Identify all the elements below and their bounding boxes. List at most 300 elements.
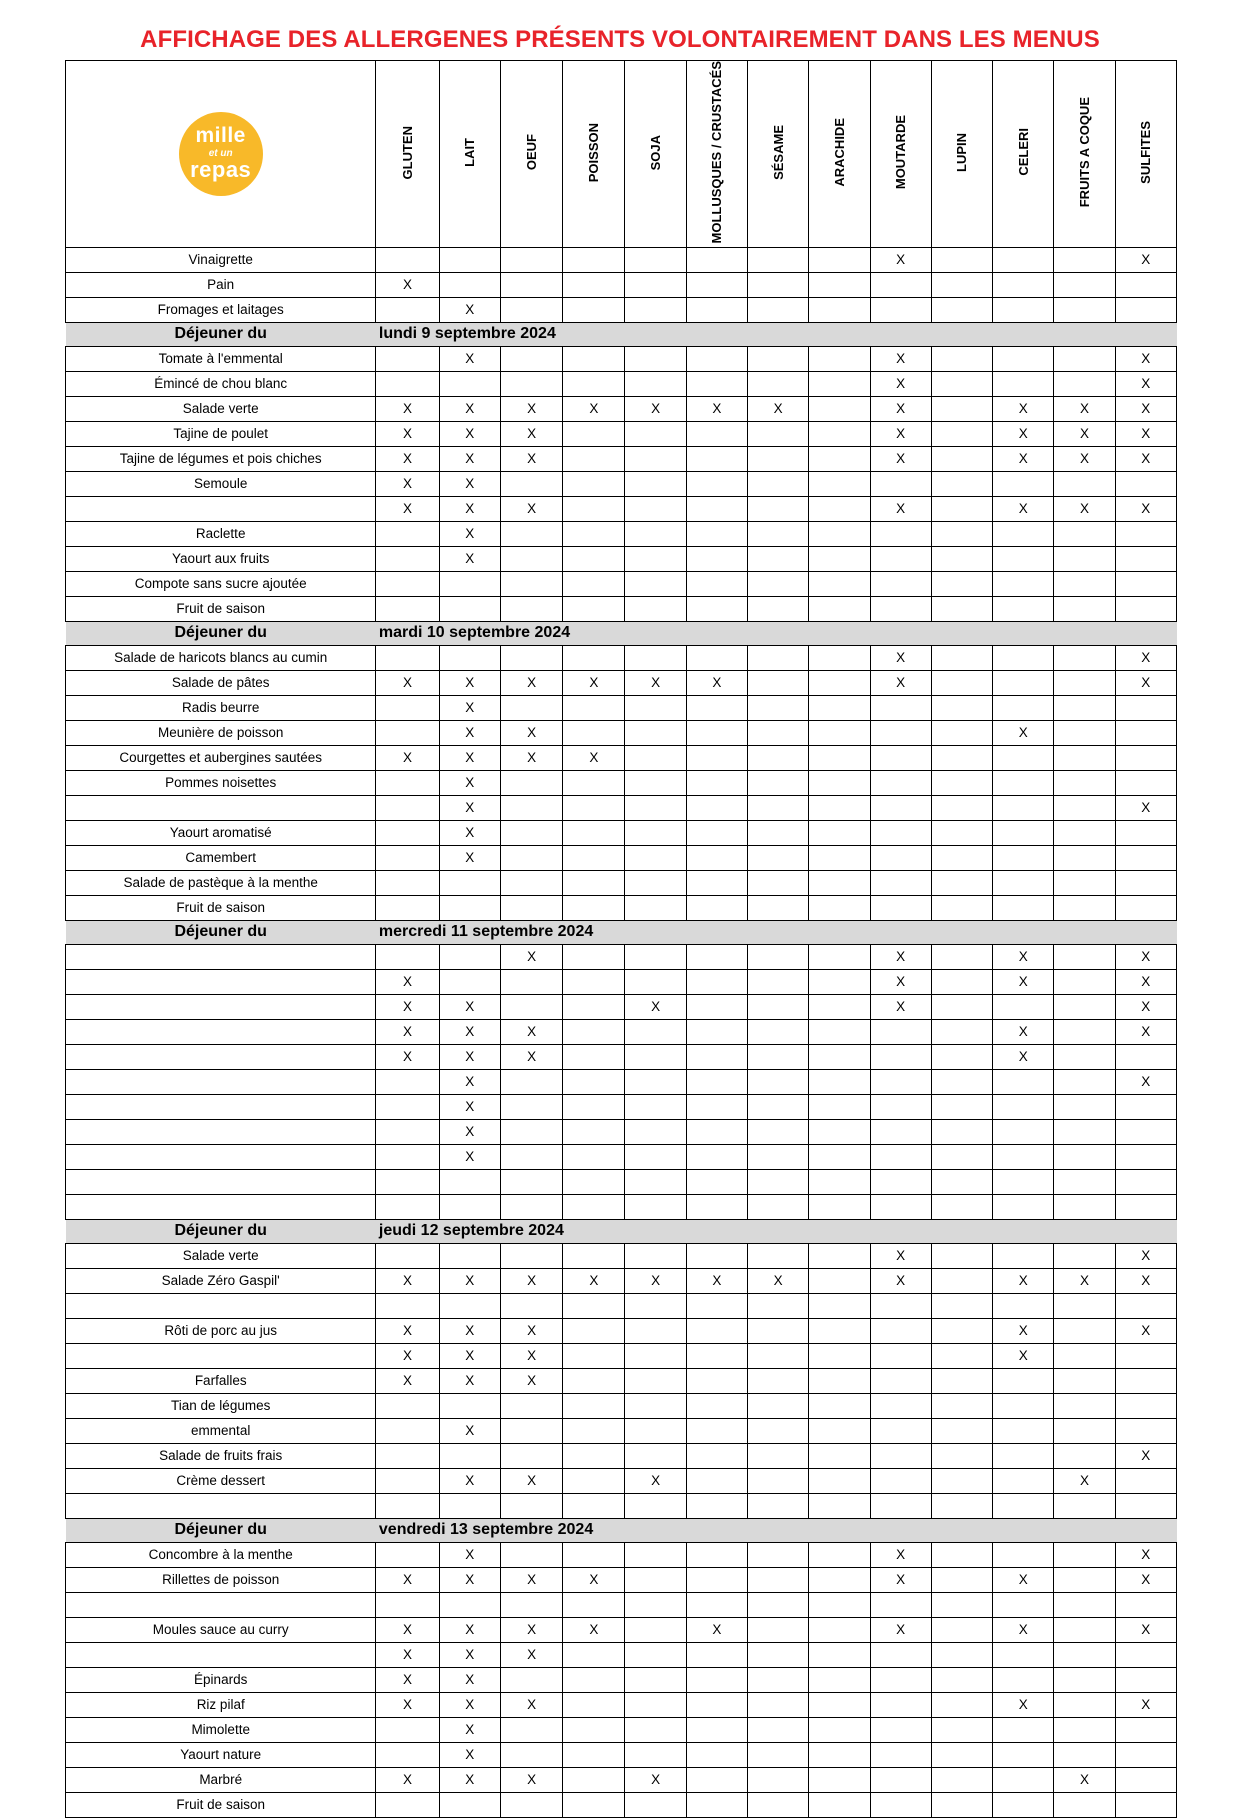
allergen-mark	[993, 820, 1054, 845]
allergen-mark	[1054, 1742, 1115, 1767]
allergen-label: GLUTEN	[400, 125, 416, 179]
allergen-mark	[1054, 1393, 1115, 1418]
allergen-mark	[809, 1318, 870, 1343]
allergen-mark	[500, 1069, 562, 1094]
allergen-mark: X	[1115, 396, 1176, 421]
allergen-mark	[931, 1567, 992, 1592]
allergen-mark	[748, 670, 809, 695]
allergen-mark: X	[993, 1044, 1054, 1069]
allergen-mark	[1115, 1293, 1176, 1318]
allergen-mark	[563, 1717, 625, 1742]
allergen-mark	[809, 870, 870, 895]
allergen-mark	[563, 1592, 625, 1617]
table-row	[66, 670, 1177, 695]
allergen-mark: X	[376, 1617, 439, 1642]
dish-name: Tajine de légumes et pois chiches	[66, 446, 376, 471]
allergen-mark: X	[1115, 994, 1176, 1019]
allergen-mark	[809, 1767, 870, 1792]
allergen-mark	[563, 944, 625, 969]
allergen-mark: X	[439, 845, 500, 870]
allergen-mark	[500, 272, 562, 297]
allergen-mark	[686, 1169, 747, 1194]
allergen-mark	[1054, 1094, 1115, 1119]
allergen-mark	[686, 1144, 747, 1169]
allergen-mark	[931, 396, 992, 421]
allergen-header	[563, 61, 625, 248]
allergen-mark	[748, 994, 809, 1019]
allergen-mark	[931, 1094, 992, 1119]
allergen-mark	[686, 1692, 747, 1717]
allergen-mark	[376, 1717, 439, 1742]
allergen-mark	[1054, 720, 1115, 745]
allergen-mark	[1054, 1617, 1115, 1642]
allergen-mark: X	[439, 346, 500, 371]
allergen-mark	[870, 272, 931, 297]
allergen-mark	[376, 346, 439, 371]
allergen-mark: X	[748, 396, 809, 421]
allergen-mark: X	[376, 994, 439, 1019]
allergen-mark: X	[376, 496, 439, 521]
allergen-mark	[748, 1393, 809, 1418]
allergen-mark	[1115, 770, 1176, 795]
allergen-mark	[686, 1468, 747, 1493]
allergen-mark	[870, 1692, 931, 1717]
allergen-mark	[500, 1443, 562, 1468]
allergen-mark	[686, 695, 747, 720]
allergen-mark	[993, 272, 1054, 297]
allergen-mark	[376, 1094, 439, 1119]
allergen-mark	[1115, 1144, 1176, 1169]
allergen-mark	[686, 1418, 747, 1443]
allergen-mark	[376, 1243, 439, 1268]
allergen-mark	[500, 820, 562, 845]
allergen-mark	[686, 371, 747, 396]
allergen-mark	[500, 1418, 562, 1443]
allergen-mark: X	[439, 1667, 500, 1692]
allergen-mark	[809, 1069, 870, 1094]
allergen-mark	[748, 1119, 809, 1144]
allergen-mark	[993, 695, 1054, 720]
allergen-mark	[809, 496, 870, 521]
allergen-mark	[931, 1792, 992, 1817]
allergen-mark	[870, 1019, 931, 1044]
allergen-mark	[809, 670, 870, 695]
allergen-mark	[870, 1418, 931, 1443]
allergen-mark	[748, 1343, 809, 1368]
allergen-mark	[563, 1692, 625, 1717]
allergen-mark	[563, 297, 625, 322]
allergen-mark: X	[993, 969, 1054, 994]
allergen-mark	[500, 1542, 562, 1567]
allergen-header	[1115, 61, 1176, 248]
dish-name	[66, 1069, 376, 1094]
table-row	[66, 421, 1177, 446]
allergen-mark	[625, 1393, 686, 1418]
allergen-mark: X	[748, 1268, 809, 1293]
allergen-mark: X	[1115, 1617, 1176, 1642]
allergen-mark	[809, 471, 870, 496]
allergen-mark	[686, 1019, 747, 1044]
allergen-mark	[1115, 272, 1176, 297]
allergen-mark	[563, 1393, 625, 1418]
allergen-mark	[1115, 596, 1176, 621]
dish-name	[66, 1044, 376, 1069]
day-date: mardi 10 septembre 2024	[376, 621, 1177, 645]
allergen-mark	[993, 845, 1054, 870]
allergen-mark: X	[439, 1368, 500, 1393]
allergen-label: MOUTARDE	[893, 115, 909, 190]
dish-name: Camembert	[66, 845, 376, 870]
allergen-mark: X	[686, 396, 747, 421]
dish-name: Meunière de poisson	[66, 720, 376, 745]
allergen-header	[809, 61, 870, 248]
allergen-mark	[870, 471, 931, 496]
allergen-mark	[809, 1642, 870, 1667]
allergen-mark	[563, 1792, 625, 1817]
allergen-mark: X	[439, 1542, 500, 1567]
dish-name: Marbré	[66, 1767, 376, 1792]
allergen-mark: X	[993, 396, 1054, 421]
allergen-mark	[1115, 546, 1176, 571]
allergen-mark: X	[1115, 1692, 1176, 1717]
allergen-mark	[376, 297, 439, 322]
allergen-mark	[376, 571, 439, 596]
table-row	[66, 1418, 1177, 1443]
day-header-row	[66, 621, 1177, 645]
allergen-mark	[809, 695, 870, 720]
allergen-mark	[870, 1144, 931, 1169]
allergen-mark	[993, 895, 1054, 920]
allergen-mark	[809, 297, 870, 322]
allergen-mark	[1054, 944, 1115, 969]
allergen-mark	[993, 1393, 1054, 1418]
dish-name	[66, 795, 376, 820]
logo-cell	[66, 61, 376, 248]
allergen-mark: X	[439, 1742, 500, 1767]
allergen-mark	[931, 1418, 992, 1443]
allergen-mark: X	[439, 421, 500, 446]
allergen-mark: X	[625, 1468, 686, 1493]
allergen-mark	[686, 1667, 747, 1692]
table-row	[66, 496, 1177, 521]
allergen-mark	[625, 695, 686, 720]
allergen-mark	[376, 795, 439, 820]
allergen-mark	[686, 1343, 747, 1368]
allergen-mark	[1054, 1368, 1115, 1393]
allergen-mark	[563, 1044, 625, 1069]
day-label: Déjeuner du	[66, 322, 376, 346]
allergen-mark	[1054, 820, 1115, 845]
allergen-mark	[748, 1169, 809, 1194]
allergen-mark	[870, 1468, 931, 1493]
allergen-mark	[1054, 895, 1115, 920]
allergen-mark	[686, 969, 747, 994]
day-date: vendredi 13 septembre 2024	[376, 1518, 1177, 1542]
allergen-mark	[686, 1792, 747, 1817]
allergen-header	[500, 61, 562, 248]
allergen-mark	[625, 496, 686, 521]
dish-name	[66, 1019, 376, 1044]
allergen-mark	[500, 969, 562, 994]
allergen-mark: X	[439, 1044, 500, 1069]
allergen-mark	[931, 421, 992, 446]
allergen-mark	[439, 371, 500, 396]
allergen-mark	[625, 471, 686, 496]
allergen-mark: X	[376, 421, 439, 446]
allergen-mark	[748, 1667, 809, 1692]
allergen-mark	[625, 895, 686, 920]
allergen-mark: X	[1115, 1567, 1176, 1592]
dish-name: Rillettes de poisson	[66, 1567, 376, 1592]
allergen-header	[870, 61, 931, 248]
dish-name: Yaourt nature	[66, 1742, 376, 1767]
allergen-mark	[870, 820, 931, 845]
allergen-mark	[625, 1194, 686, 1219]
allergen-mark: X	[439, 770, 500, 795]
allergen-mark: X	[870, 944, 931, 969]
allergen-mark	[870, 895, 931, 920]
header-row	[66, 61, 1177, 248]
allergen-label: SOJA	[648, 134, 664, 170]
table-row	[66, 745, 1177, 770]
allergen-mark	[931, 1268, 992, 1293]
table-row	[66, 870, 1177, 895]
allergen-mark	[1054, 1119, 1115, 1144]
allergen-mark	[1115, 1094, 1176, 1119]
allergen-mark	[748, 471, 809, 496]
allergen-mark	[563, 1742, 625, 1767]
allergen-mark	[376, 1792, 439, 1817]
table-row	[66, 1767, 1177, 1792]
allergen-mark	[931, 1742, 992, 1767]
allergen-mark	[809, 421, 870, 446]
table-row	[66, 1393, 1177, 1418]
allergen-mark	[931, 1493, 992, 1518]
allergen-mark	[686, 1393, 747, 1418]
allergen-mark	[563, 1767, 625, 1792]
allergen-mark	[931, 1667, 992, 1692]
allergen-mark	[931, 770, 992, 795]
allergen-mark	[1054, 1343, 1115, 1368]
allergen-mark: X	[1115, 645, 1176, 670]
allergen-mark	[1115, 1493, 1176, 1518]
allergen-mark	[931, 521, 992, 546]
allergen-mark	[439, 272, 500, 297]
allergen-mark	[686, 1094, 747, 1119]
allergen-mark: X	[1115, 1318, 1176, 1343]
allergen-mark	[993, 1418, 1054, 1443]
allergen-mark	[748, 645, 809, 670]
allergen-mark: X	[686, 670, 747, 695]
allergen-mark: X	[993, 1617, 1054, 1642]
dish-name: Radis beurre	[66, 695, 376, 720]
allergen-label: CELERI	[1015, 128, 1031, 177]
allergen-mark	[376, 546, 439, 571]
allergen-mark	[748, 820, 809, 845]
day-date: jeudi 12 septembre 2024	[376, 1219, 1177, 1243]
dish-name: Fromages et laitages	[66, 297, 376, 322]
allergen-mark	[439, 1443, 500, 1468]
allergen-mark	[686, 1443, 747, 1468]
allergen-mark	[500, 1293, 562, 1318]
day-label: Déjeuner du	[66, 920, 376, 944]
allergen-mark	[500, 471, 562, 496]
allergen-label: ARACHIDE	[831, 117, 847, 187]
allergen-mark	[748, 1443, 809, 1468]
allergen-mark	[870, 845, 931, 870]
allergen-mark	[1054, 1642, 1115, 1667]
allergen-mark	[748, 695, 809, 720]
allergen-mark: X	[870, 1567, 931, 1592]
allergen-mark	[870, 720, 931, 745]
table-row	[66, 446, 1177, 471]
allergen-mark	[1115, 1044, 1176, 1069]
allergen-mark	[748, 870, 809, 895]
allergen-mark	[870, 596, 931, 621]
allergen-mark	[563, 371, 625, 396]
allergen-mark	[809, 770, 870, 795]
allergen-mark	[500, 571, 562, 596]
table-row	[66, 471, 1177, 496]
allergen-mark	[439, 944, 500, 969]
allergen-mark	[993, 1493, 1054, 1518]
brand-logo	[179, 112, 263, 196]
allergen-mark	[870, 1094, 931, 1119]
allergen-mark	[500, 1792, 562, 1817]
allergen-mark: X	[1115, 247, 1176, 272]
allergen-mark	[1115, 471, 1176, 496]
allergen-mark	[931, 1243, 992, 1268]
allergen-mark: X	[870, 1243, 931, 1268]
allergen-mark	[993, 346, 1054, 371]
allergen-mark: X	[1115, 1268, 1176, 1293]
allergen-mark	[870, 297, 931, 322]
allergen-header	[439, 61, 500, 248]
allergen-mark	[686, 1493, 747, 1518]
allergen-mark: X	[500, 1368, 562, 1393]
allergen-mark: X	[500, 1019, 562, 1044]
allergen-mark	[809, 745, 870, 770]
allergen-label: POISSON	[586, 122, 602, 182]
allergen-mark	[1115, 1169, 1176, 1194]
allergen-mark: X	[625, 396, 686, 421]
allergen-mark	[686, 1318, 747, 1343]
allergen-mark	[563, 571, 625, 596]
allergen-mark: X	[563, 1617, 625, 1642]
allergen-mark	[993, 1194, 1054, 1219]
allergen-mark	[809, 1418, 870, 1443]
allergen-mark: X	[439, 1717, 500, 1742]
allergen-mark: X	[376, 1667, 439, 1692]
allergen-mark: X	[563, 1268, 625, 1293]
allergen-mark: X	[439, 695, 500, 720]
allergen-mark	[931, 571, 992, 596]
allergen-mark	[500, 845, 562, 870]
allergen-mark: X	[500, 745, 562, 770]
table-row	[66, 1293, 1177, 1318]
allergen-mark	[625, 1567, 686, 1592]
allergen-mark: X	[625, 670, 686, 695]
allergen-mark	[931, 247, 992, 272]
allergen-mark	[748, 1293, 809, 1318]
table-row	[66, 596, 1177, 621]
allergen-mark	[376, 1393, 439, 1418]
allergen-mark: X	[1115, 446, 1176, 471]
allergen-mark	[748, 1368, 809, 1393]
allergen-mark: X	[1115, 346, 1176, 371]
allergen-mark	[1115, 1642, 1176, 1667]
allergen-mark	[993, 1293, 1054, 1318]
allergen-mark	[500, 994, 562, 1019]
allergen-label: MOLLUSQUES / CRUSTACÉS	[709, 61, 725, 244]
allergen-mark	[625, 820, 686, 845]
allergen-mark	[1054, 1019, 1115, 1044]
allergen-mark	[870, 1642, 931, 1667]
dish-name: Salade de pastèque à la menthe	[66, 870, 376, 895]
allergen-mark: X	[993, 421, 1054, 446]
table-row	[66, 770, 1177, 795]
dish-name	[66, 496, 376, 521]
allergen-mark	[500, 521, 562, 546]
dish-name: Crème dessert	[66, 1468, 376, 1493]
allergen-mark: X	[500, 1268, 562, 1293]
allergen-mark	[439, 571, 500, 596]
allergen-mark	[931, 994, 992, 1019]
allergen-mark	[809, 1667, 870, 1692]
table-row	[66, 1667, 1177, 1692]
allergen-mark	[809, 1243, 870, 1268]
allergen-mark	[748, 720, 809, 745]
allergen-mark	[376, 1069, 439, 1094]
allergen-mark	[748, 446, 809, 471]
allergen-mark	[1054, 770, 1115, 795]
allergen-mark	[809, 1792, 870, 1817]
allergen-mark	[376, 596, 439, 621]
allergen-mark: X	[439, 471, 500, 496]
allergen-mark	[625, 446, 686, 471]
allergen-mark	[993, 1468, 1054, 1493]
allergen-mark: X	[376, 272, 439, 297]
allergen-label: SULFITES	[1138, 120, 1154, 184]
allergen-mark	[376, 1169, 439, 1194]
allergen-mark	[1054, 670, 1115, 695]
allergen-mark: X	[500, 1318, 562, 1343]
dish-name: Fruit de saison	[66, 895, 376, 920]
table-row	[66, 1044, 1177, 1069]
allergen-mark	[376, 371, 439, 396]
allergen-mark: X	[500, 1617, 562, 1642]
allergen-mark	[563, 1468, 625, 1493]
allergen-mark	[563, 645, 625, 670]
allergen-mark	[931, 1468, 992, 1493]
allergen-mark	[376, 720, 439, 745]
allergen-mark	[1054, 1542, 1115, 1567]
dish-name: Concombre à la menthe	[66, 1542, 376, 1567]
day-header-row	[66, 920, 1177, 944]
allergen-mark	[500, 1592, 562, 1617]
allergen-mark: X	[439, 1418, 500, 1443]
allergen-mark	[931, 471, 992, 496]
table-row	[66, 571, 1177, 596]
allergen-mark	[870, 1069, 931, 1094]
allergen-mark	[1115, 870, 1176, 895]
allergen-mark	[376, 695, 439, 720]
allergen-mark	[686, 870, 747, 895]
allergen-mark	[563, 1019, 625, 1044]
dish-name: Vinaigrette	[66, 247, 376, 272]
allergen-mark	[931, 1592, 992, 1617]
allergen-mark: X	[563, 1567, 625, 1592]
